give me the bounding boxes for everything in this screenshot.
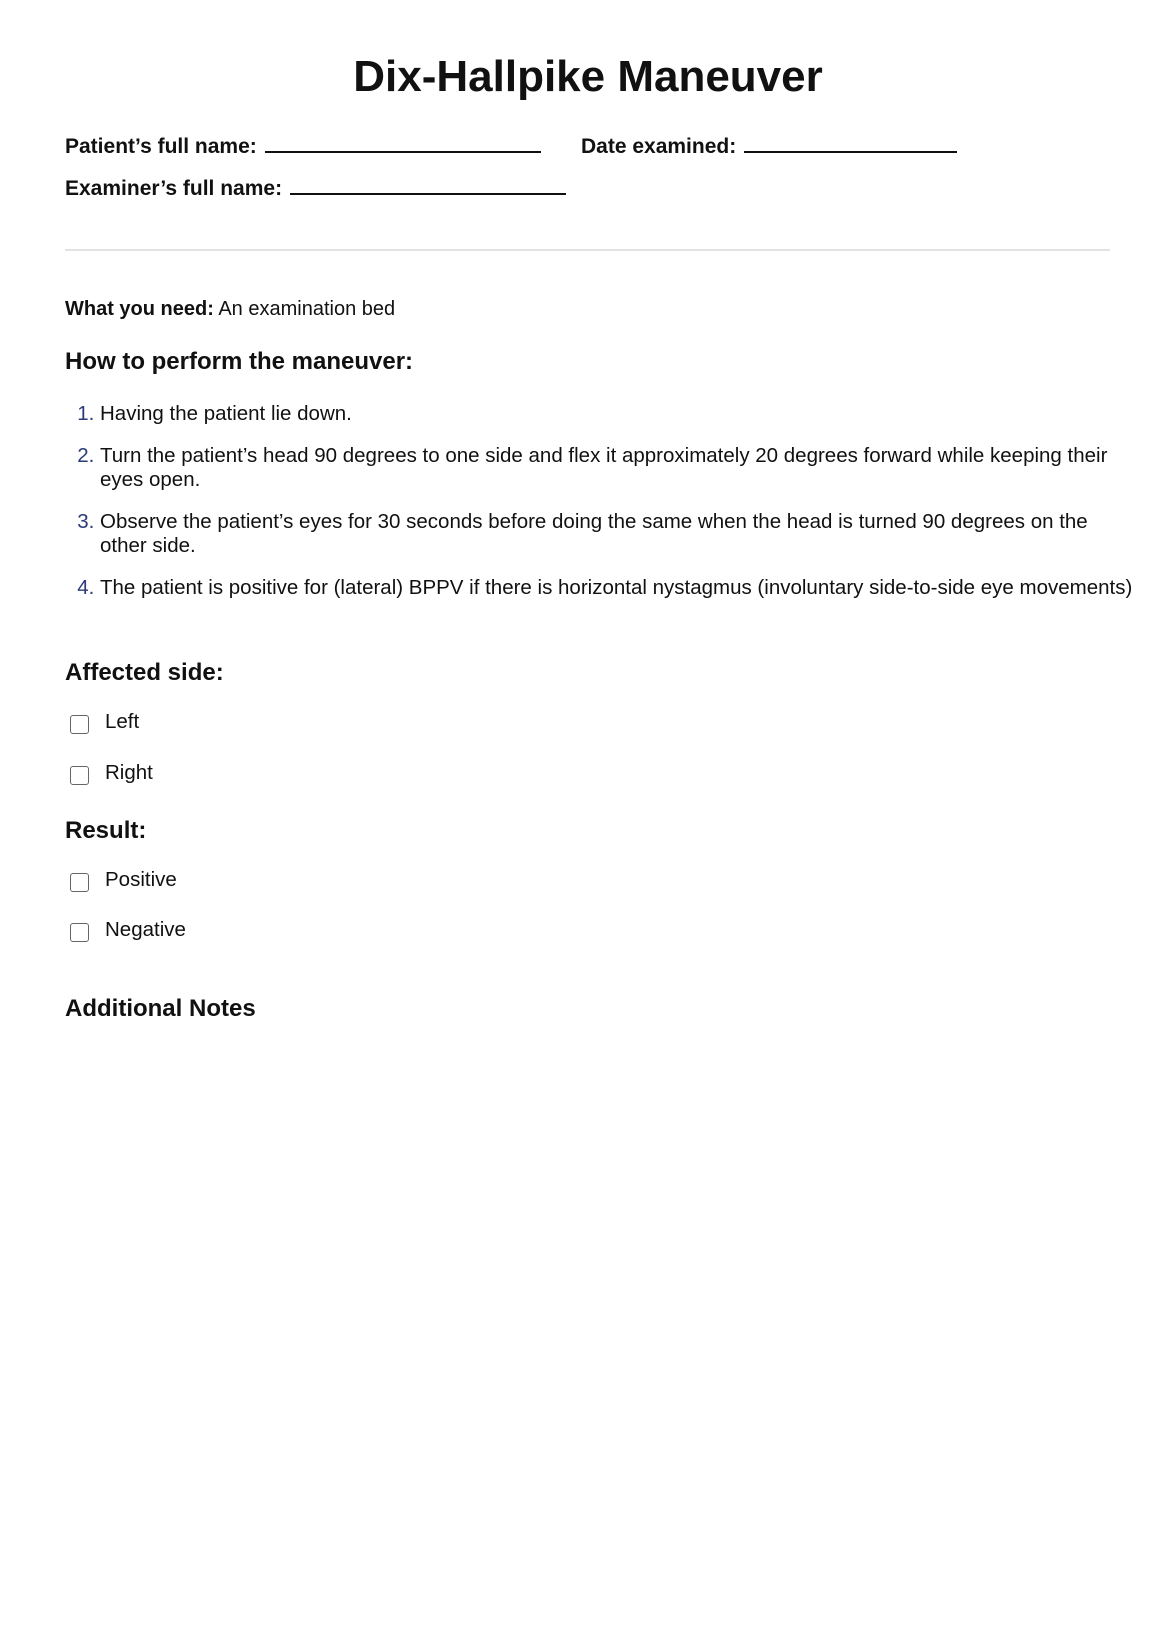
step-item: 1. Having the patient lie down. [100,402,1140,426]
checkbox-icon[interactable] [70,715,89,734]
patient-name-field[interactable] [65,133,541,159]
examiner-name-field[interactable] [65,175,566,201]
date-examined-label: Date examined: [581,135,737,158]
checkbox-label: Negative [105,917,186,941]
affected-side-heading: Affected side: [65,659,224,686]
result-heading: Result: [65,817,147,844]
patient-name-label: Patient’s full name: [65,135,257,158]
checkbox-label: Left [105,709,140,733]
checkbox-label: Right [105,760,153,784]
checkbox-positive[interactable] [70,867,177,892]
checkbox-left[interactable] [70,709,139,734]
checkbox-icon[interactable] [70,873,89,892]
page-title: Dix-Hallpike Maneuver [353,52,823,101]
steps-list [65,402,1140,618]
examiner-name-blank[interactable] [290,175,566,195]
examiner-name-label: Examiner’s full name: [65,177,283,200]
date-examined-blank[interactable] [744,133,957,153]
perform-heading: How to perform the maneuver: [65,348,414,375]
additional-notes-heading: Additional Notes [65,995,256,1022]
date-examined-field[interactable] [581,133,957,159]
need-label: What you need: [65,298,214,320]
checkbox-right[interactable] [70,760,153,785]
patient-name-blank[interactable] [265,133,541,153]
checkbox-negative[interactable] [70,917,186,942]
checkbox-icon[interactable] [70,923,89,942]
checkbox-icon[interactable] [70,766,89,785]
divider [65,249,1110,251]
what-you-need [65,298,395,321]
checkbox-label: Positive [105,867,177,891]
need-value: An examination bed [218,298,396,320]
step-item: 3. Observe the patient’s eyes for 30 seconds before doing the same when the head is turned 90 degrees on the other side. [100,510,1140,558]
step-item: 2. Turn the patient’s head 90 degrees to one side and flex it approximately 20 degrees forward while keeping their eyes open. [100,444,1140,492]
step-item: 4. The patient is positive for (lateral) BPPV if there is horizontal nystagmus (involuntary side-to-side eye movements) [100,576,1140,600]
